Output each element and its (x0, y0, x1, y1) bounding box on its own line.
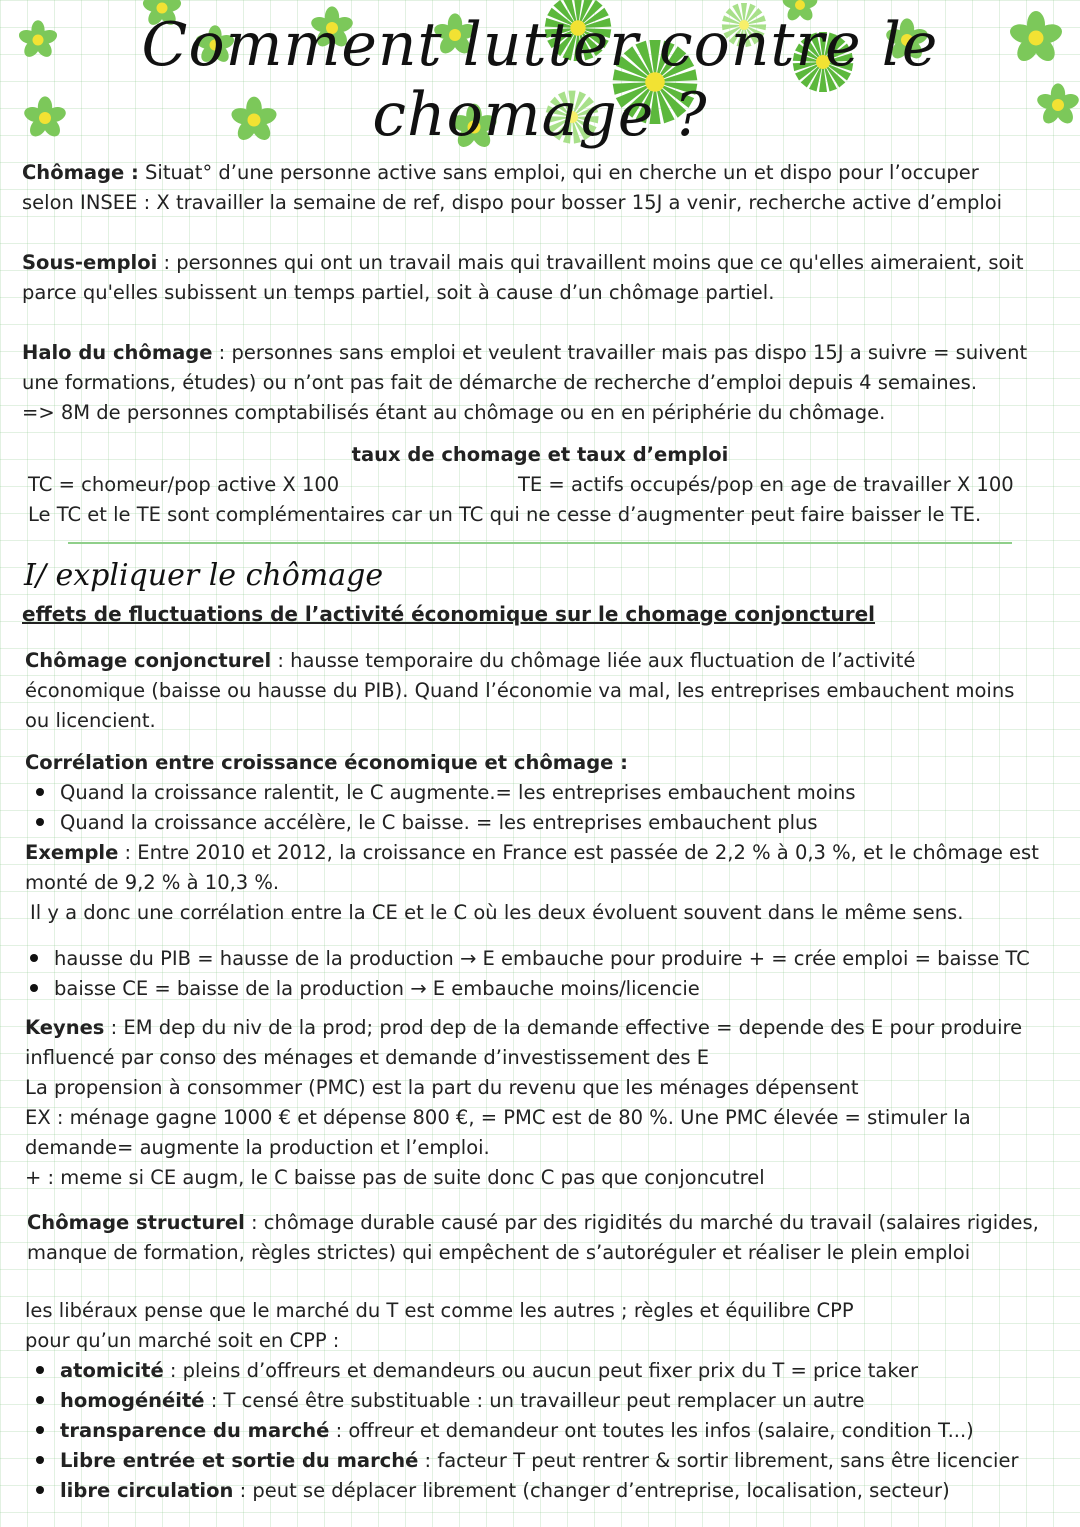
section-subheading: effets de fluctuations de l’activité économique sur le chomage conjoncturel (22, 602, 876, 626)
list-item: transparence du marché : offreur et demandeur ont toutes les infos (salaire, condition T...) (36, 1416, 974, 1446)
definition-text: : personnes sans emploi et veulent travailler mais pas dispo 15J a suivre = suivent (212, 341, 1028, 364)
term-conjoncturel: Chômage conjoncturel (25, 649, 272, 672)
keynes-text: Keynes : EM dep du niv de la prod; prod dep de la demande effective = depende des E pour produire (25, 1016, 1023, 1039)
definition-text: : personnes qui ont un travail mais qui travaillent moins que ce qu'elles aimeraient, soit (157, 251, 1024, 274)
formula-te: TE = actifs occupés/pop en age de travailler X 100 (518, 473, 1014, 496)
taux-note: Le TC et le TE sont complémentaires car un TC qui ne cesse d’augmenter peut faire baisser le TE. (28, 503, 982, 526)
term-structurel: Chômage structurel (27, 1211, 245, 1234)
list-item: atomicité : pleins d’offreurs et demandeurs ou aucun peut fixer prix du T = price taker (36, 1356, 918, 1386)
definition-text: manque de formation, règles strictes) qui empêchent de s’autoréguler et réaliser le plein emploi (27, 1241, 971, 1264)
definition-text: selon INSEE : X travailler la semaine de ref, dispo pour bosser 15J a venir, recherche active d’emploi (22, 191, 1003, 214)
term-keynes: Keynes (25, 1016, 105, 1039)
definition-text: parce qu'elles subissent un temps partiel, soit à cause d’un chômage partiel. (22, 281, 775, 304)
keynes-text: + : meme si CE augm, le C baisse pas de suite donc C pas que conjoncutrel (25, 1166, 765, 1189)
exemple-text: Exemple : Entre 2010 et 2012, la croissance en France est passée de 2,2 % à 0,3 %, et le chômage est (25, 841, 1039, 864)
definition-chomage (22, 158, 979, 188)
list-item: Quand la croissance ralentit, le C augmente.= les entreprises embauchent moins (36, 778, 856, 808)
list-item: libre circulation : peut se déplacer librement (changer d’entreprise, localisation, secteur) (36, 1476, 950, 1506)
definition-conjoncturel (25, 646, 915, 676)
exemple-text: monté de 9,2 % à 10,3 %. (25, 871, 280, 894)
definition-text: Situat° d’une personne active sans emploi, qui en cherche un et dispo pour l’occuper (138, 161, 979, 184)
liberaux-text: les libéraux pense que le marché du T est comme les autres ; règles et équilibre CPP (25, 1299, 854, 1322)
keynes-text: influencé par conso des ménages et demande d’investissement des E (25, 1046, 710, 1069)
section-heading: I/ expliquer le chômage (24, 558, 384, 593)
list-item: hausse du PIB = hausse de la production → E embauche pour produire + = crée emploi = baisse TC (30, 944, 1030, 974)
section-divider (68, 542, 1012, 544)
formula-tc: TC = chomeur/pop active X 100 (28, 473, 340, 496)
definition-text: : hausse temporaire du chômage liée aux fluctuation de l’activité (271, 649, 916, 672)
keynes-text: demande= augmente la production et l’emploi. (25, 1136, 490, 1159)
keynes-text: La propension à consommer (PMC) est la part du revenu que les ménages dépensent (25, 1076, 859, 1099)
page-title: Comment lutter contre le chomage ? (141, 10, 939, 150)
correlation-conclusion: Il y a donc une corrélation entre la CE et le C où les deux évoluent souvent dans le même sens. (30, 901, 964, 924)
term-halo: Halo du chômage (22, 341, 213, 364)
list-item: Libre entrée et sortie du marché : facteur T peut rentrer & sortir librement, sans être licencier (36, 1446, 1018, 1476)
term-exemple: Exemple (25, 841, 119, 864)
liberaux-text: pour qu’un marché soit en CPP : (25, 1329, 340, 1352)
definition-sous-emploi (22, 248, 1023, 278)
definition-structurel: Chômage structurel : chômage durable causé par des rigidités du marché du travail (salaires rigides, (27, 1211, 1039, 1234)
definition-text: économique (baisse ou hausse du PIB). Quand l’économie va mal, les entreprises embauchent moins (25, 679, 1015, 702)
list-item: homogénéité : T censé être substituable : un travailleur peut remplacer un autre (36, 1386, 864, 1416)
list-item: Quand la croissance accélère, le C baisse. = les entreprises embauchent plus (36, 808, 818, 838)
keynes-text: EX : ménage gagne 1000 € et dépense 800 €, = PMC est de 80 %. Une PMC élevée = stimuler la (25, 1106, 971, 1129)
definition-text: une formations, études) ou n’ont pas fait de démarche de recherche d’emploi depuis 4 semaines. (22, 371, 978, 394)
definition-text: => 8M de personnes comptabilisés étant au chômage ou en en périphérie du chômage. (22, 401, 886, 424)
definition-text: ou licencient. (25, 709, 156, 732)
term-sous-emploi: Sous-emploi (22, 251, 158, 274)
definition-halo (22, 338, 1027, 368)
list-item: baisse CE = baisse de la production → E embauche moins/licencie (30, 974, 700, 1004)
term-chomage: Chômage : (22, 161, 139, 184)
taux-heading: taux de chomage et taux d’emploi (351, 443, 729, 466)
correlation-heading: Corrélation entre croissance économique et chômage : (25, 751, 628, 774)
